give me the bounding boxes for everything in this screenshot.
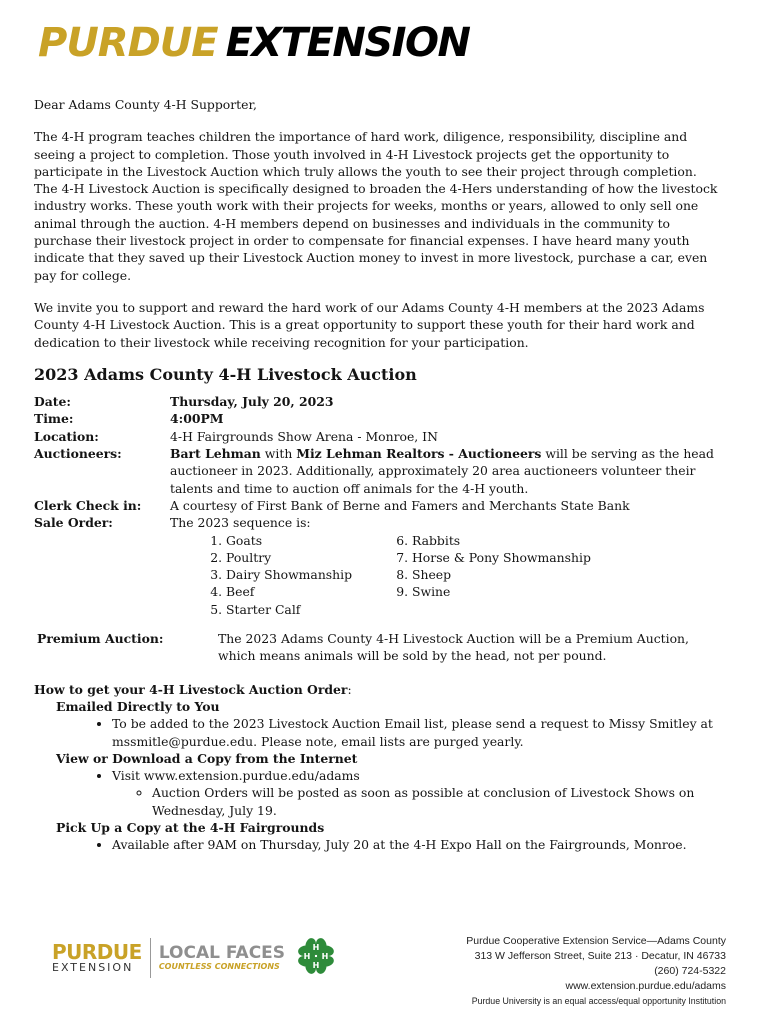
footer-purdue-text: PURDUE	[52, 940, 142, 964]
sale-order-row	[34, 514, 724, 531]
letter-body	[34, 96, 724, 854]
date-value: Thursday, July 20, 2023	[170, 394, 334, 410]
countless-connections-text: COUNTLESS CONNECTIONS	[158, 962, 280, 971]
logo-suffix: EXTENSION	[225, 20, 470, 66]
footer-eeo: Purdue University is an equal access/equal opportunity Institution	[471, 996, 726, 1006]
footer-logo-block	[52, 936, 339, 980]
auctioneer-company: Miz Lehman Realtors - Auctioneers	[296, 446, 542, 462]
auctioneer-with: with	[260, 446, 297, 462]
pickup-item: • Available after 9AM on Thursday, July 20 at the 4-H Expo Hall on the Fairgrounds, Monroe.	[112, 836, 724, 853]
auctioneer-details: will be serving as the head auctioneer in 2023. Additionally, approximately 20 area auctioneers volunteer their talents and time to auction off animals for the 4-H youth.	[170, 446, 714, 496]
footer-purdue-logo	[52, 942, 142, 974]
intro-paragraph: The 4-H program teaches children the importance of hard work, diligence, responsibility, discipline and seeing a project to completion. Those youth involved in 4-H Livestock projects get the opportunity to participate in the Livestock Auction which truly allows the youth to see their project through completion. The 4-H Livestock Auction is specifically designed to broaden the 4-Hers understanding of how the livestock industry works. These youth work with their projects for weeks, months or years, allowed to only sell one animal through the auction. 4-H members depend on businesses and individuals in the community to purchase their livestock project in order to compensate for financial expenses. I have heard many youth indicate that they saved up their Livestock Auction money to invest in more livestock, purchase a car, even pay for college.	[34, 129, 718, 283]
invite-paragraph: We invite you to support and reward the hard work of our Adams County 4-H members at the 2023 Adams County 4-H Livestock Auction. This is a great opportunity to support these youth for their hard work and dedication to their livestock while receiving recognition for your participation.	[34, 299, 705, 350]
email-item: • To be added to the 2023 Livestock Auction Email list, please send a request to Missy Smitley at mssmitle@purdue.edu. Please note, email lists are purged yearly.	[112, 715, 724, 750]
howto-title-colon: :	[347, 681, 352, 697]
svg-text:H: H	[312, 943, 320, 952]
footer-address	[466, 934, 726, 1009]
email-heading: Emailed Directly to You	[56, 698, 220, 714]
footer-website[interactable]: www.extension.purdue.edu/adams	[565, 980, 726, 992]
sale-item: 5. Starter Calf	[226, 601, 390, 618]
clerk-value: A courtesy of First Bank of Berne and Famers and Merchants State Bank	[170, 497, 630, 513]
time-label: Time:	[34, 411, 74, 427]
pickup-heading: Pick Up a Copy at the 4-H Fairgrounds	[56, 819, 325, 835]
howto-title	[34, 681, 724, 698]
date-label: Date:	[34, 394, 71, 410]
sale-item: 1. Goats	[226, 532, 390, 549]
premium-label: Premium Auction:	[37, 631, 164, 647]
location-label: Location:	[34, 428, 99, 444]
sale-item: 8. Sheep	[412, 566, 591, 583]
auctioneers-row	[34, 445, 724, 497]
salutation: Dear Adams County 4-H Supporter,	[34, 97, 257, 112]
sale-order-list	[204, 532, 724, 618]
logo-brand: PURDUE	[38, 20, 218, 66]
premium-value: The 2023 Adams County 4-H Livestock Auction will be a Premium Auction, which means animals will be sold by the head, not per pound.	[218, 631, 689, 664]
footer-local-faces-logo	[159, 944, 285, 972]
howto-title-text: How to get your 4-H Livestock Auction Order	[34, 681, 348, 697]
purdue-extension-logo	[38, 20, 470, 70]
web-item	[112, 767, 724, 819]
clerk-row	[34, 497, 724, 514]
date-row	[34, 393, 724, 410]
footer-divider	[150, 938, 151, 978]
svg-text:H: H	[321, 952, 329, 961]
local-faces-text: LOCAL FACES	[158, 943, 286, 963]
sale-item: 2. Poultry	[226, 549, 390, 566]
location-row	[34, 428, 724, 445]
sale-order-label: Sale Order:	[34, 515, 113, 531]
web-item-text: Visit www.extension.purdue.edu/adams	[112, 768, 360, 784]
svg-text:H: H	[312, 961, 320, 970]
web-subitem: ◦ Auction Orders will be posted as soon as possible at conclusion of Livestock Shows on Wednesday, July 19.	[152, 784, 724, 819]
sale-order-col2	[390, 532, 591, 618]
sale-order-col1	[204, 532, 390, 618]
time-value: 4:00PM	[170, 411, 224, 427]
svg-text:H: H	[303, 952, 311, 961]
location-value: 4-H Fairgrounds Show Arena - Monroe, IN	[170, 428, 438, 444]
howto-section	[34, 681, 724, 854]
auctioneer-name: Bart Lehman	[170, 446, 261, 462]
sale-item: 7. Horse & Pony Showmanship	[412, 549, 591, 566]
web-heading: View or Download a Copy from the Internet	[56, 750, 358, 766]
footer-phone: (260) 724-5322	[654, 965, 726, 977]
sale-item: 9. Swine	[412, 583, 591, 600]
pickup-list	[34, 836, 724, 853]
web-list	[34, 767, 724, 819]
auctioneers-value	[170, 445, 724, 497]
4-h-clover-icon	[293, 933, 339, 983]
footer-extension-text: EXTENSION	[52, 961, 134, 974]
web-sublist	[112, 784, 724, 819]
auctioneers-label: Auctioneers:	[34, 446, 122, 462]
time-row	[34, 410, 724, 427]
footer-org: Purdue Cooperative Extension Service—Adams County	[466, 935, 726, 947]
auction-title: 2023 Adams County 4-H Livestock Auction	[34, 364, 417, 384]
email-list	[34, 715, 724, 750]
clerk-label: Clerk Check in:	[34, 497, 142, 513]
sale-order-intro: The 2023 sequence is:	[170, 515, 311, 531]
sale-item: 6. Rabbits	[412, 532, 591, 549]
premium-row	[34, 630, 724, 665]
sale-item: 3. Dairy Showmanship	[226, 566, 390, 583]
sale-item: 4. Beef	[226, 583, 390, 600]
footer-street: 313 W Jefferson Street, Suite 213 · Decatur, IN 46733	[474, 950, 726, 962]
